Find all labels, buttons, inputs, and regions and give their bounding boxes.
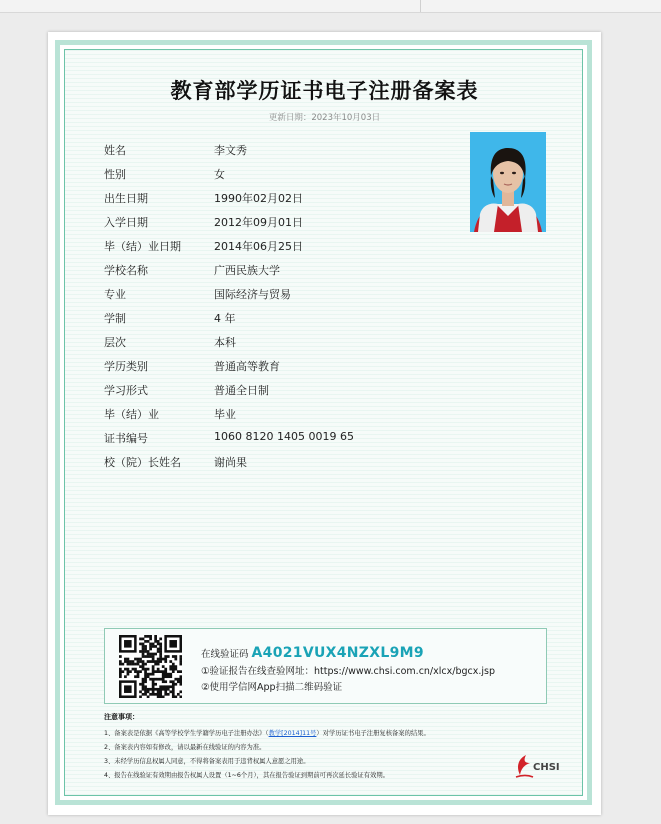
verification-code-label: 在线验证码 <box>201 649 249 660</box>
field-label: 毕（结）业日期 <box>104 240 181 253</box>
verification-app-line: ②使用学信网App扫描二维码验证 <box>201 682 343 693</box>
verification-code: A4021VUX4NZXL9M9 <box>251 645 424 661</box>
field-label: 专业 <box>104 288 126 301</box>
note-1-suffix: ）对学历证书电子注册复核备案的结果。 <box>316 730 430 737</box>
verification-url-line: ①验证报告在线查验网址：https://www.chsi.com.cn/xlcx/bgcx.jsp <box>201 666 495 677</box>
field-label: 出生日期 <box>104 192 148 205</box>
qr-code-icon[interactable] <box>119 635 182 698</box>
field-value: 普通高等教育 <box>214 360 280 373</box>
regulation-link[interactable]: 教学[2014]11号 <box>268 730 317 737</box>
field-label: 校（院）长姓名 <box>104 456 181 469</box>
field-label: 学制 <box>104 312 126 325</box>
field-value: 1060 8120 1405 0019 65 <box>214 430 354 443</box>
field-label: 入学日期 <box>104 216 148 229</box>
verification-code-line <box>201 645 424 661</box>
field-value: 女 <box>214 168 225 181</box>
note-2: 2、备案表内容如有修改，请以最新在线验证的内容为准。 <box>104 744 266 751</box>
field-value: 国际经济与贸易 <box>214 288 291 301</box>
note-3: 3、未经学历信息权属人同意，不得将备案表用于违背权属人意愿之用途。 <box>104 758 310 765</box>
field-value: 谢尚果 <box>214 456 247 469</box>
field-label: 证书编号 <box>104 432 148 445</box>
document-title: 教育部学历证书电子注册备案表 <box>170 79 479 103</box>
student-photo <box>470 132 546 232</box>
field-label: 学历类别 <box>104 360 148 373</box>
field-label: 学习形式 <box>104 384 148 397</box>
field-value: 普通全日制 <box>214 384 269 397</box>
note-4: 4、报告在线验证有效期由报告权属人设置（1~6个月），其在报告验证到期前可再次延长验证有效期。 <box>104 772 389 779</box>
field-label: 毕（结）业 <box>104 408 159 421</box>
field-label: 层次 <box>104 336 126 349</box>
toolbar-divider <box>420 0 421 12</box>
field-label: 性别 <box>104 168 126 181</box>
verification-box <box>104 628 547 704</box>
field-value: 李文秀 <box>214 144 247 157</box>
field-value: 2012年09月01日 <box>214 216 303 229</box>
field-value: 2014年06月25日 <box>214 240 303 253</box>
field-value: 1990年02月02日 <box>214 192 303 205</box>
chsi-logo-icon <box>512 753 534 779</box>
notes-title: 注意事项： <box>104 713 139 721</box>
field-value: 本科 <box>214 336 236 349</box>
viewer-toolbar <box>0 0 661 13</box>
note-1 <box>104 728 430 737</box>
document-page <box>48 32 601 815</box>
field-value: 毕业 <box>214 408 236 421</box>
field-value: 广西民族大学 <box>214 264 280 277</box>
field-value: 4 年 <box>214 312 236 325</box>
chsi-logo <box>512 753 562 779</box>
update-date: 更新日期：2023年10月03日 <box>268 113 381 123</box>
field-label: 学校名称 <box>104 264 148 277</box>
field-label: 姓名 <box>104 144 126 157</box>
chsi-logo-text: CHSI <box>533 762 560 773</box>
note-1-prefix: 1、备案表是依据《高等学校学生学籍学历电子注册办法》（ <box>104 730 269 737</box>
